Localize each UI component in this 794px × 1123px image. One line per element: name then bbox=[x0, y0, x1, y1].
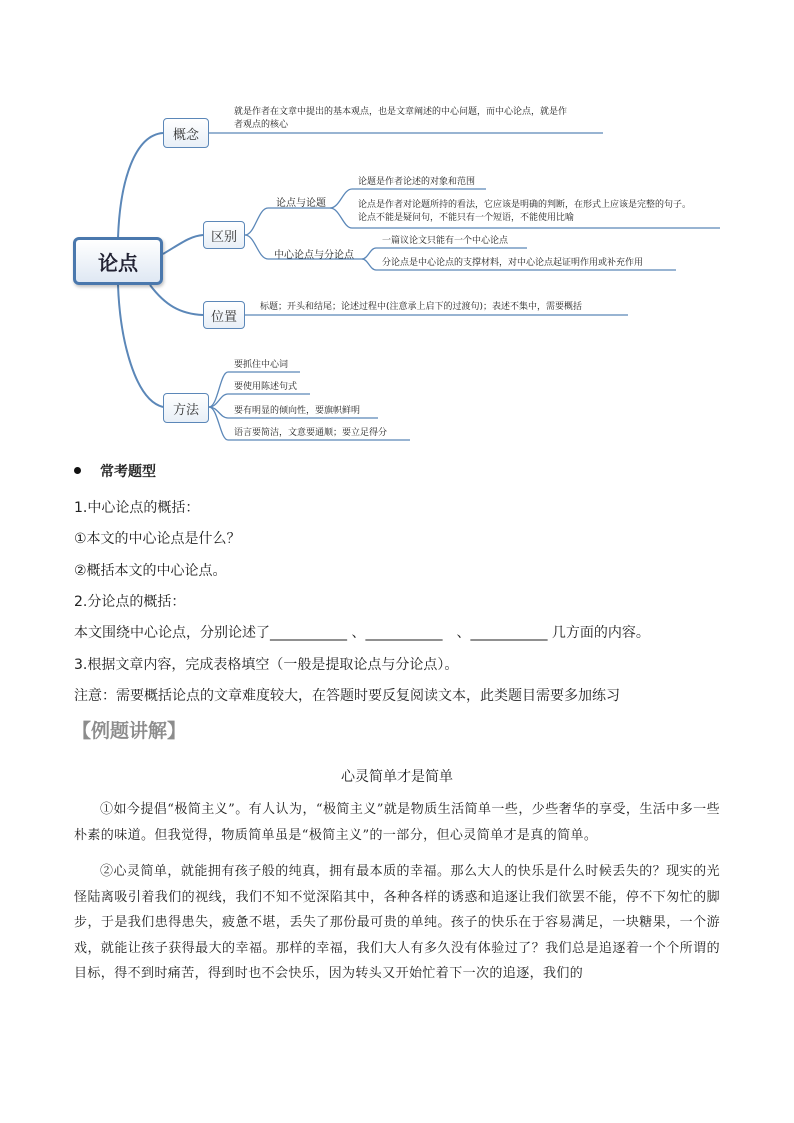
paragraph-2: ②心灵简单，就能拥有孩子般的纯真，拥有最本质的幸福。那么大人的快乐是什么时候丢失的？现实的光怪陆离吸引着我们的视线，我们不知不觉深陷其中，各种各样的诱惑和追逐让我们欲罢不能，停不下匆忙的脚步，于是我们患得患失，疲惫不堪，丢失了那份最可贵的单纯。孩子的快乐在于容易满足，一块糖果，一个游戏，就能让孩子获得最大的幸福。那样的幸福，我们大人有多久没有体验过了？我们总是追逐着一个个所谓的目标，得不到时痛苦，得到时也不会快乐，因为转头又开始忙着下一次的追逐，我们的 bbox=[74, 864, 720, 981]
position-text: 标题；开头和结尾；论述过程中(注意承上启下的过渡句)；表述不集中，需要概括 bbox=[260, 302, 583, 312]
node-difference: 区别 bbox=[203, 221, 245, 249]
section-title-example: 【例题讲解】 bbox=[72, 720, 187, 742]
leaf-argument-definition-line1: 论点是作者对论题所持的看法，它应该是明确的判断，在形式上应该是完整的句子。 bbox=[358, 200, 692, 210]
question-2-fill: 本文围绕中心论点，分别论述了___________ 、___________ 、___________ 几方面的内容。 bbox=[74, 625, 650, 641]
method-item-1: 要抓住中心词 bbox=[234, 360, 289, 370]
leaf-argument-definition-line2: 论点不能是疑问句，不能只有一个短语，不能使用比喻 bbox=[358, 213, 575, 223]
leaf-sub-argument-role: 分论点是中心论点的支撑材料，对中心论点起证明作用或补充作用 bbox=[382, 258, 644, 268]
connector-method bbox=[118, 285, 163, 407]
node-method: 方法 bbox=[163, 393, 209, 423]
leaf-one-central-argument: 一篇议论文只能有一个中心论点 bbox=[382, 236, 509, 246]
leaf-topic-definition: 论题是作者论述的对象和范围 bbox=[358, 177, 476, 187]
connector-sub1 bbox=[245, 208, 330, 235]
connector-difference bbox=[163, 235, 203, 254]
bullet-icon bbox=[74, 467, 81, 474]
connector-concept bbox=[118, 133, 163, 238]
method-item-4: 语言要简洁，文意要通顺；要立足得分 bbox=[234, 428, 388, 438]
heading-common-questions: 常考题型 bbox=[100, 464, 156, 480]
mind-map-connectors bbox=[0, 0, 794, 460]
question-1a: ①本文的中心论点是什么？ bbox=[74, 531, 241, 547]
node-position: 位置 bbox=[203, 301, 245, 329]
method-item-2: 要使用陈述句式 bbox=[234, 382, 298, 392]
concept-text-line2: 者观点的核心 bbox=[234, 120, 289, 130]
paragraph-1: ①如今提倡“极简主义”。有人认为，“极简主义”就是物质生活简单一些，少些奢华的享受，生活中多一些朴素的味道。但我觉得，物质简单虽是“极简主义”的一部分，但心灵简单才是真的简单。 bbox=[74, 802, 720, 843]
node-concept: 概念 bbox=[163, 118, 209, 148]
question-2: 2.分论点的概括： bbox=[74, 594, 186, 610]
root-node: 论点 bbox=[73, 237, 163, 285]
connector-position bbox=[150, 285, 203, 315]
mind-map bbox=[0, 0, 794, 460]
concept-text-line1: 就是作者在文章中提出的基本观点，也是文章阐述的中心问题，而中心论点，就是作 bbox=[234, 107, 568, 117]
article-title: 心灵简单才是简单 bbox=[341, 769, 453, 785]
question-3: 3.根据文章内容，完成表格填空（一般是提取论点与分论点）。 bbox=[74, 657, 459, 673]
note-text: 注意：需要概括论点的文章难度较大，在答题时要反复阅读文本，此类题目需要多加练习 bbox=[74, 688, 620, 704]
sub-argument-topic: 论点与论题 bbox=[276, 198, 326, 209]
sub-central-sub-argument: 中心论点与分论点 bbox=[274, 250, 354, 261]
method-item-3: 要有明显的倾向性，要旗帜鲜明 bbox=[234, 406, 361, 416]
question-1: 1.中心论点的概括： bbox=[74, 500, 200, 516]
question-1b: ②概括本文的中心论点。 bbox=[74, 563, 227, 579]
